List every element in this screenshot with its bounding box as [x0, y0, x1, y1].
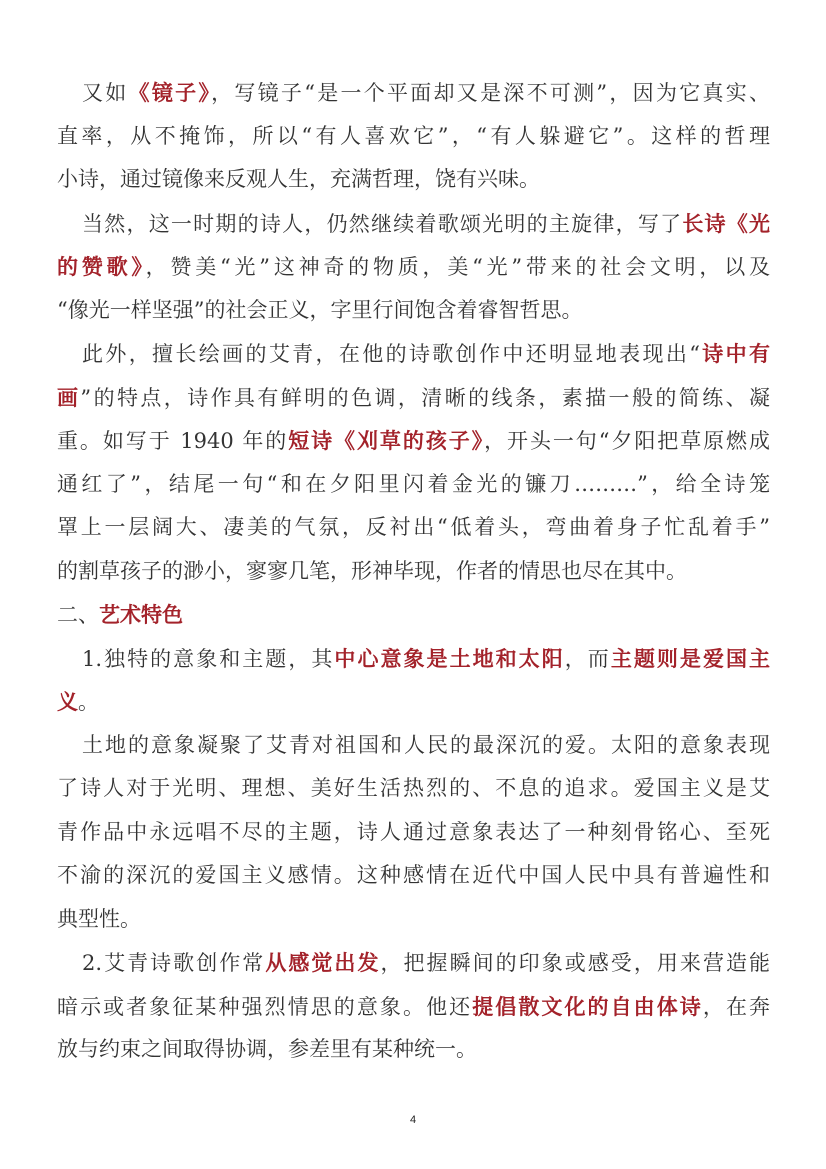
body-text: “像光一样坚强”的社会正义，字里行间饱含着睿智哲思。	[57, 297, 583, 322]
highlighted-text: 的赞歌》	[57, 254, 146, 279]
body-text: 典型性。	[57, 906, 141, 931]
highlighted-text: 《镜子》	[128, 80, 212, 105]
text-line	[57, 332, 770, 376]
text-line	[57, 811, 770, 855]
body-text: 重。如写于 1940 年的	[57, 429, 289, 453]
body-text: 青作品中永远唱不尽的主题，诗人通过意象表达了一种刻骨铭心、至死	[57, 819, 770, 844]
text-line	[57, 680, 770, 724]
body-text: 不渝的深沉的爱国主义感情。这种感情在近代中国人民中具有普遍性和	[57, 863, 770, 887]
paragraph	[57, 332, 770, 593]
body-text: ，赞美“光”这神奇的物质，美“光”带来的社会文明，以及	[145, 255, 770, 279]
text-line	[57, 941, 770, 985]
body-text: ，而	[564, 646, 611, 671]
paragraph	[57, 941, 770, 1072]
body-text: 罩上一层阔大、凄美的气氛，反衬出“低着头，弯曲着身子忙乱着手”	[57, 515, 770, 539]
text-line	[57, 115, 770, 159]
text-line	[57, 854, 770, 898]
document-body	[57, 71, 770, 1072]
text-line	[57, 202, 770, 246]
paragraph	[57, 724, 770, 942]
body-text: 的割草孩子的渺小，寥寥几笔，形神毕现，作者的情思也尽在其中。	[57, 558, 687, 583]
text-line	[57, 724, 770, 768]
body-text: 暗示或者象征某种强烈情思的意象。他还	[57, 994, 473, 1019]
paragraph	[57, 202, 770, 333]
highlighted-text: 义	[57, 689, 78, 714]
body-text: 2.艾青诗歌创作常	[82, 951, 266, 975]
highlighted-text: 画	[57, 384, 81, 410]
text-line	[57, 767, 770, 811]
body-text: ，把握瞬间的印象或感受，用来营造能	[380, 951, 771, 975]
body-text: 二、	[57, 603, 99, 627]
highlighted-text: 主题则是爱国主	[610, 645, 771, 671]
text-line	[57, 463, 770, 507]
text-line	[57, 376, 770, 420]
text-line	[57, 898, 770, 942]
body-text: 通红了”，结尾一句“和在夕阳里闪着金光的镰刀………”，给全诗笼	[57, 471, 770, 496]
highlighted-text: 诗中有	[699, 341, 770, 366]
text-line	[57, 985, 770, 1029]
text-line	[57, 158, 770, 202]
body-text: ，写镜子“是一个平面却又是深不可测”，因为它真实、	[211, 81, 771, 105]
body-text: ，开头一句“夕阳把草原燃成	[484, 429, 770, 453]
text-line	[57, 289, 770, 333]
highlighted-text: 长诗《光	[682, 210, 771, 236]
body-text: 直率，从不掩饰，所以“有人喜欢它”，“有人躲避它”。这样的哲理	[57, 123, 770, 148]
paragraph	[57, 71, 770, 202]
body-text: 小诗，通过镜像来反观人生，充满哲理，饶有兴味。	[57, 167, 540, 191]
body-text: 放与约束之间取得协调，参差里有某种统一。	[57, 1037, 477, 1061]
page-number: 4	[409, 1114, 417, 1126]
body-text: ，在奔	[702, 994, 771, 1019]
body-text: 1.独特的意象和主题，其	[82, 646, 335, 671]
body-text: 此外，擅长绘画的艾青，在他的诗歌创作中还明显地表现出“	[82, 342, 700, 366]
highlighted-text: 中心意象是土地和太阳	[334, 645, 565, 671]
body-text: ”的特点，诗作具有鲜明的色调，清晰的线条，素描一般的简练、凝	[80, 385, 771, 410]
highlighted-text: 短诗《刈草的孩子》	[288, 428, 485, 453]
text-line	[57, 245, 770, 289]
text-line	[57, 1028, 770, 1072]
text-line	[57, 593, 770, 637]
body-text: 当然，这一时期的诗人，仍然继续着歌颂光明的主旋律，写了	[82, 211, 683, 236]
highlighted-text: 提倡散文化的自由体诗	[472, 993, 703, 1019]
paragraph	[57, 637, 770, 724]
section-heading	[57, 593, 770, 637]
text-line	[57, 506, 770, 550]
body-text: 又如	[82, 81, 129, 105]
highlighted-text: 艺术特色	[99, 602, 183, 627]
text-line	[57, 419, 770, 463]
highlighted-text: 从感觉出发	[265, 950, 381, 975]
text-line	[57, 550, 770, 594]
body-text: 了诗人对于光明、理想、美好生活热烈的、不息的追求。爱国主义是艾	[57, 776, 770, 800]
text-line	[57, 71, 770, 115]
body-text: 。	[78, 690, 99, 714]
body-text: 土地的意象凝聚了艾青对祖国和人民的最深沉的爱。太阳的意象表现	[82, 732, 770, 757]
text-line	[57, 637, 770, 681]
